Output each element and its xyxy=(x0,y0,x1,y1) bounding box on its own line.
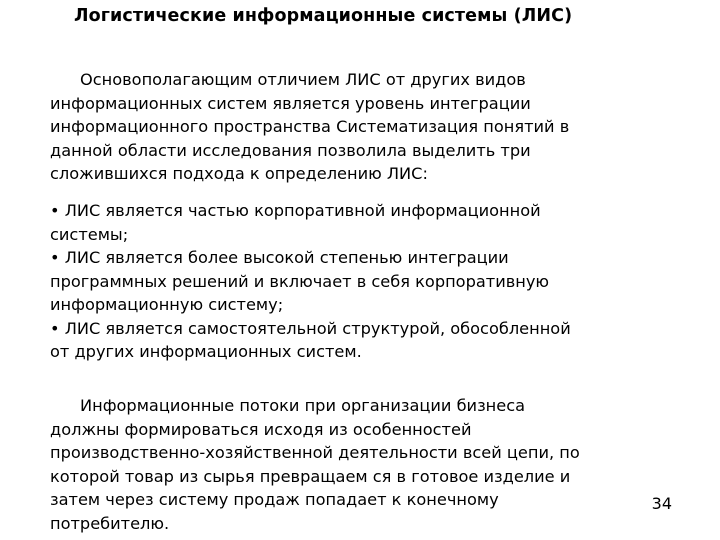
intro-block xyxy=(50,68,660,186)
bullet-item-1: • ЛИС является частью корпоративной информационной системы; xyxy=(50,201,541,244)
info-flows-block xyxy=(50,394,660,535)
intro-paragraph: Основополагающим отличием ЛИС от других видов информационных систем является уровень интеграции информационного пространства Систематизация понятий в данной области исследования позволила выделить три сложившихся подхода к определению ЛИС: xyxy=(50,70,570,183)
bullet-item-3: • ЛИС является самостоятельной структурой, обособленной от других информационных систем. xyxy=(50,318,571,361)
info-flows-paragraph: Информационные потоки при организации бизнеса должны формироваться исходя из особенностей производственно-хозяйственной деятельности всей цепи, по которой товар из сырья превращаем ся в готовое изделие и затем через систему продаж попадает к конечному потребителю. xyxy=(50,396,580,533)
page-number: 34 xyxy=(651,494,672,513)
slide-title: Логистические информационные системы (ЛИС) xyxy=(74,6,573,26)
bullet-item-2: • ЛИС является более высокой степенью интеграции программных решений и включает в себя корпоративную информационную систему; xyxy=(50,248,550,314)
bullet-list xyxy=(50,199,660,364)
